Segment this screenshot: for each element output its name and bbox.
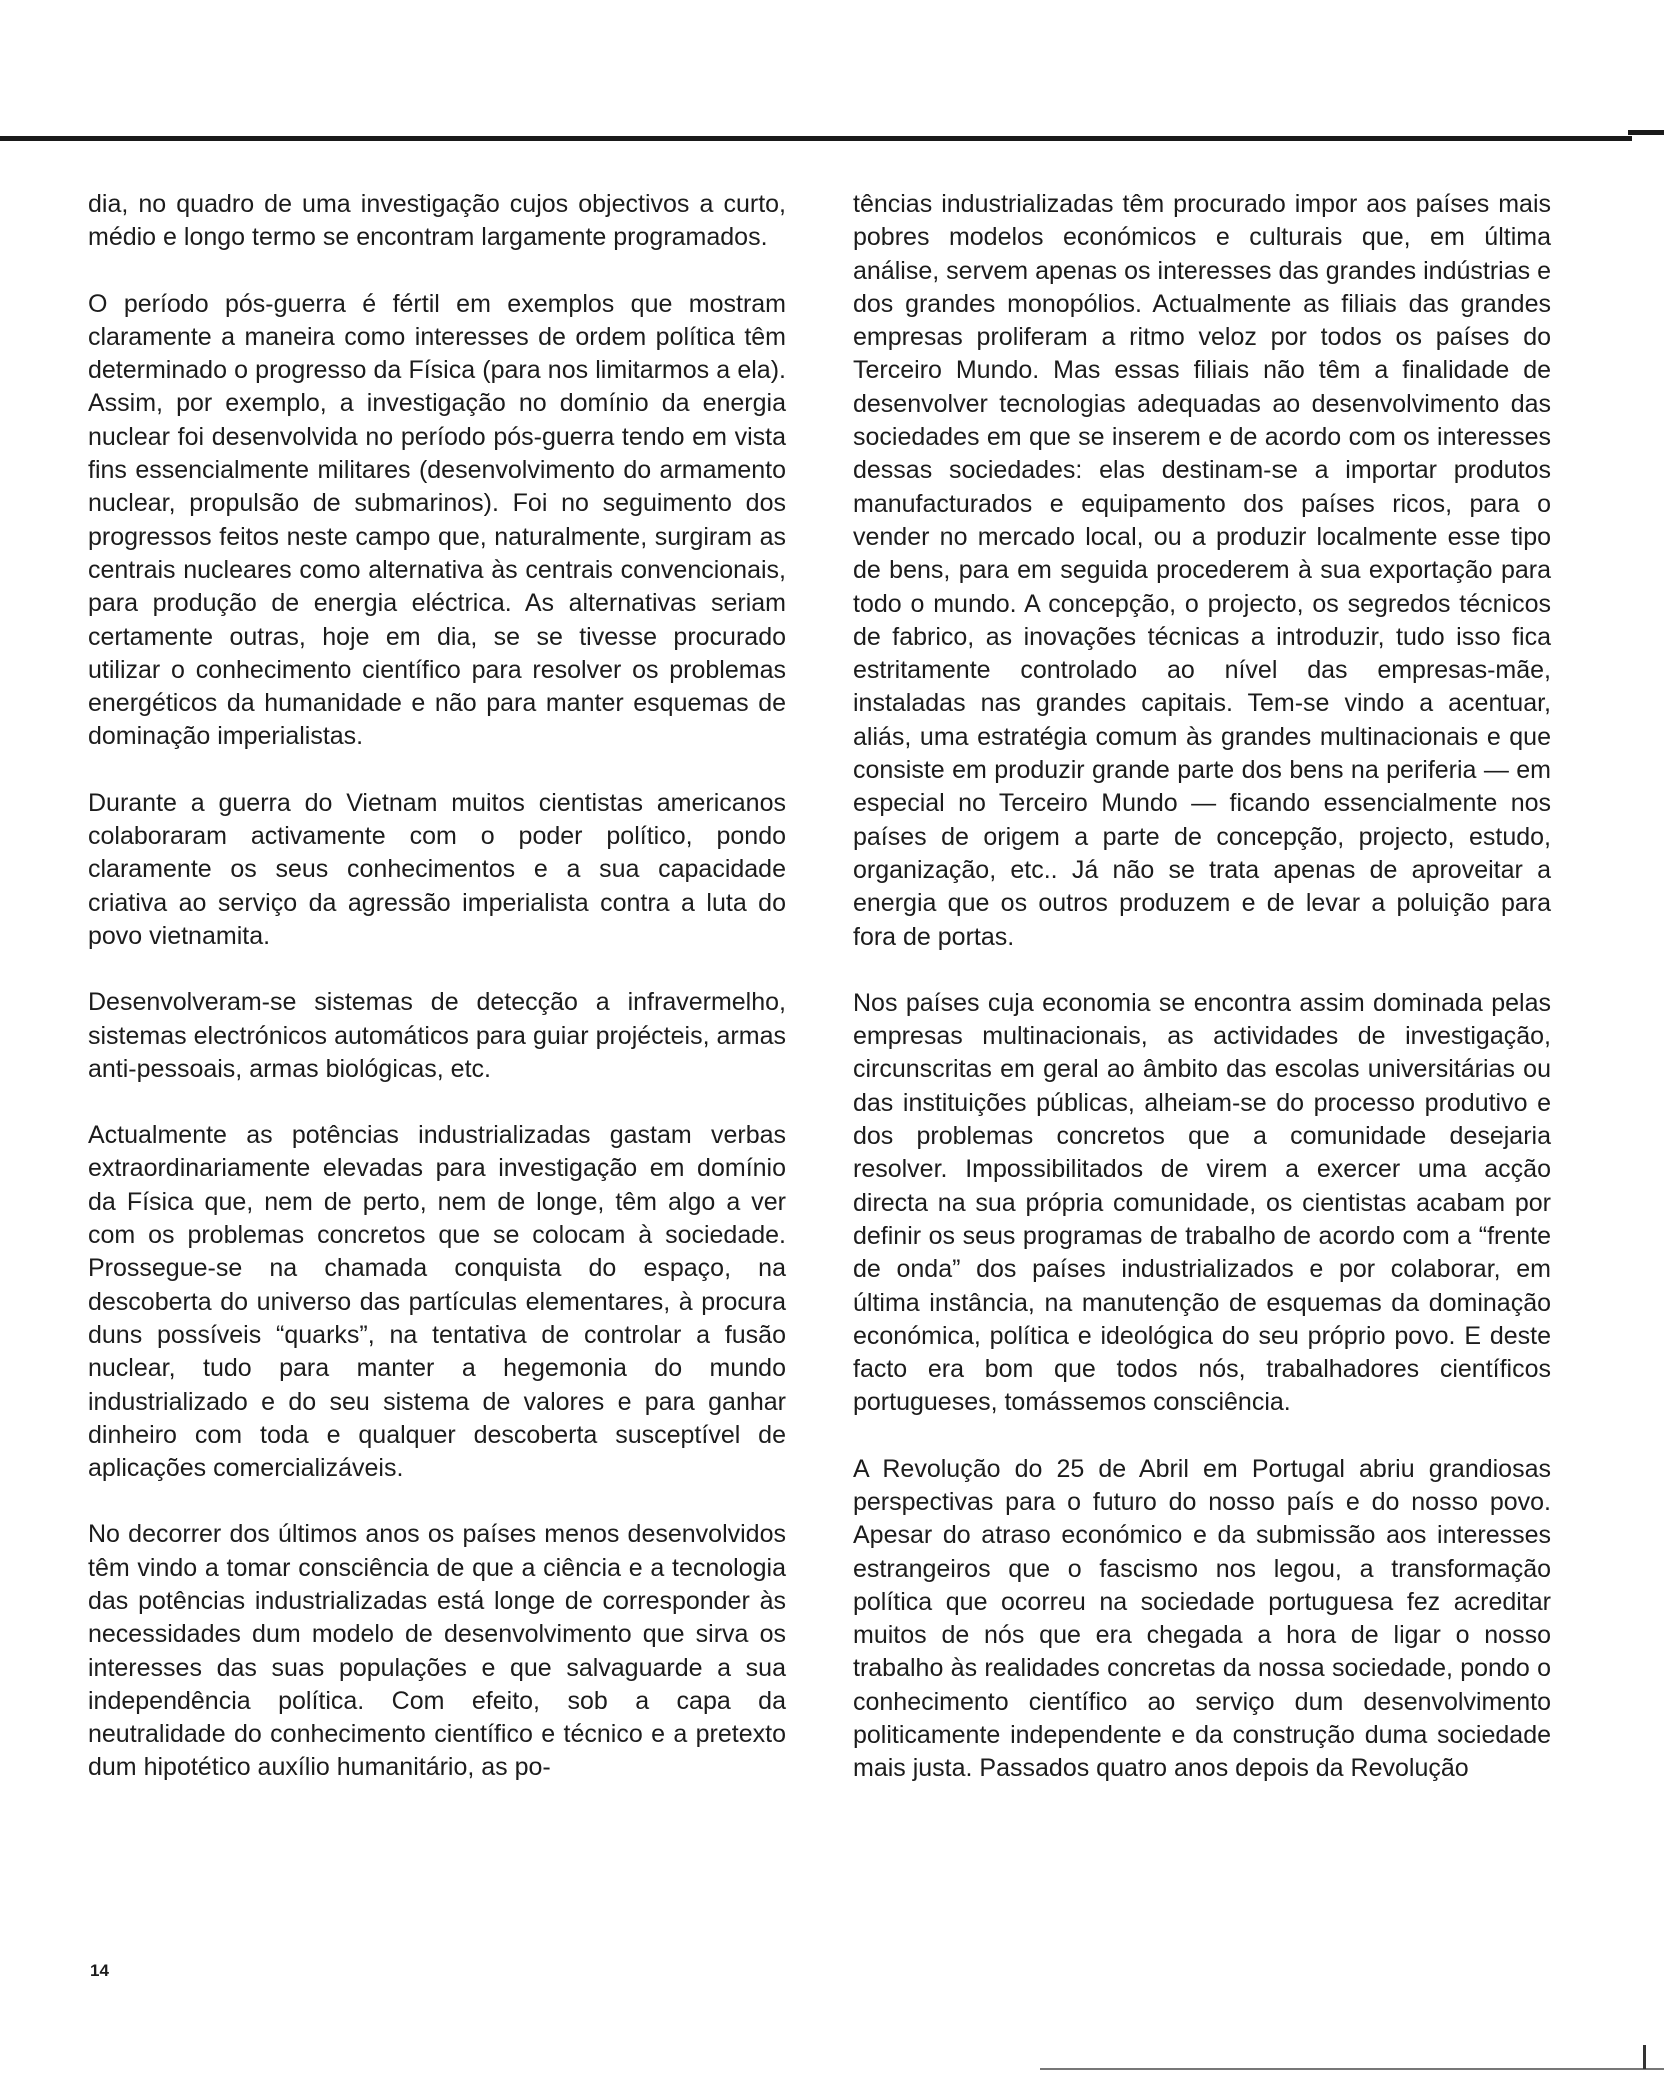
paragraph: No decorrer dos últimos anos os países menos desenvolvidos têm vindo a tomar consciência de que a ciência e a tecnologia das potências industrializadas está longe de corresponder às necessidades dum modelo de desenvolvimento que sirva os interesses das suas populações e que salvaguarde a sua independência política. Com efeito, sob a capa da neutralidade do conhecimento científico e técnico e a pretexto dum hipotético auxílio humanitário, as po-: [88, 1520, 786, 1782]
top-rule-tab: [1628, 130, 1664, 135]
top-rule: [0, 136, 1632, 141]
paragraph: tências industrializadas têm procurado impor aos países mais pobres modelos económicos e culturais que, em última análise, servem apenas os interesses das grandes indústrias e dos grandes monopólios. Actualmente as filiais das grandes empresas proliferam a ritmo veloz por todos os países do Terceiro Mundo. Mas essas filiais não têm a finalidade de desenvolver tecnologias adequadas ao desenvolvimento das sociedades em que se inserem e de acordo com os interesses dessas sociedades: elas destinam-se a importar produtos manufacturados e equipamento dos países ricos, para o vender no mercado local, ou a produzir localmente esse tipo de bens, para em seguida procederem à sua exportação para todo o mundo. A concepção, o projecto, os segredos técnicos de fabrico, as inovações técnicas a introduzir, tudo isso fica estritamente controlado ao nível das empresas-mãe, instaladas nas grandes capitais. Tem-se vindo a acentuar, aliás, uma estratégia comum às grandes multinacionais e que consiste em produzir grande parte dos bens na periferia — em especial no Terceiro Mundo — ficando essencialmente nos países de origem a parte de concepção, projecto, estudo, organização, etc.. Já não se trata apenas de aproveitar a energia que os outros produzem e de levar a poluição para fora de portas.: [853, 190, 1551, 951]
left-column: [88, 188, 786, 1818]
bottom-tick: [1643, 2045, 1646, 2069]
paragraph: A Revolução do 25 de Abril em Portugal abriu grandiosas perspectivas para o futuro do nosso país e do nosso povo. Apesar do atraso económico e da submissão aos interesses estrangeiros que o fascismo nos legou, a transformação política que ocorreu na sociedade portuguesa fez acreditar muitos de nós que era chegada a hora de ligar o nosso trabalho às realidades concretas da nossa sociedade, pondo o conhecimento científico ao serviço dum desenvolvimento politicamente independente e da construção duma sociedade mais justa. Passados quatro anos depois da Revolução: [853, 1454, 1551, 1783]
paragraph: Nos países cuja economia se encontra assim dominada pelas empresas multinacionais, as actividades de investigação, circunscritas em geral ao âmbito das escolas universitárias ou das instituições públicas, alheiam-se do processo produtivo e dos problemas concretos que a comunidade desejaria resolver. Impossibilitados de virem a exercer uma acção directa na sua própria comunidade, os cientistas acabam por definir os seus programas de trabalho de acordo com a “frente de onda” dos países industrializados e por colaborar, em última instância, na manutenção de esquemas da dominação económica, política e ideológica do seu próprio povo. E deste facto era bom que todos nós, trabalhadores científicos portugueses, tomássemos consciência.: [853, 988, 1551, 1417]
right-column: [853, 188, 1551, 1819]
paragraph: Desenvolveram-se sistemas de detecção a infravermelho, sistemas electrónicos automáticos para guiar projécteis, armas anti-pessoais, armas biológicas, etc.: [88, 988, 786, 1083]
paragraph: Durante a guerra do Vietnam muitos cientistas americanos colaboraram activamente com o poder político, pondo claramente os seus conhecimentos e a sua capacidade criativa ao serviço da agressão imperialista contra a luta do povo vietnamita.: [88, 788, 786, 950]
page-number: 14: [90, 1961, 109, 1980]
bottom-rule: [1040, 2068, 1664, 2070]
paragraph: Actualmente as potências industrializadas gastam verbas extraordinariamente elevadas para investigação em domínio da Física que, nem de perto, nem de longe, têm algo a ver com os problemas concretos que se colocam à sociedade. Prossegue-se na chamada conquista do espaço, na descoberta do universo das partículas elementares, à procura duns possíveis “quarks”, na tentativa de controlar a fusão nuclear, tudo para manter a hegemonia do mundo industrializado e do seu sistema de valores e para ganhar dinheiro com toda e qualquer descoberta susceptível de aplicações comercializáveis.: [88, 1121, 786, 1483]
paragraph: dia, no quadro de uma investigação cujos objectivos a curto, médio e longo termo se encontram largamente programados.: [88, 190, 786, 252]
paragraph: O período pós-guerra é fértil em exemplos que mostram claramente a maneira como interesses de ordem política têm determinado o progresso da Física (para nos limitarmos a ela). Assim, por exemplo, a investigação no domínio da energia nuclear foi desenvolvida no período pós-guerra tendo em vista fins essencialmente militares (desenvolvimento do armamento nuclear, propulsão de submarinos). Foi no seguimento dos progressos feitos neste campo que, naturalmente, surgiram as centrais nucleares como alternativa às centrais convencionais, para produção de energia eléctrica. As alternativas seriam certamente outras, hoje em dia, se se tivesse procurado utilizar o conhecimento científico para resolver os problemas energéticos da humanidade e não para manter esquemas de dominação imperialistas.: [88, 289, 786, 751]
